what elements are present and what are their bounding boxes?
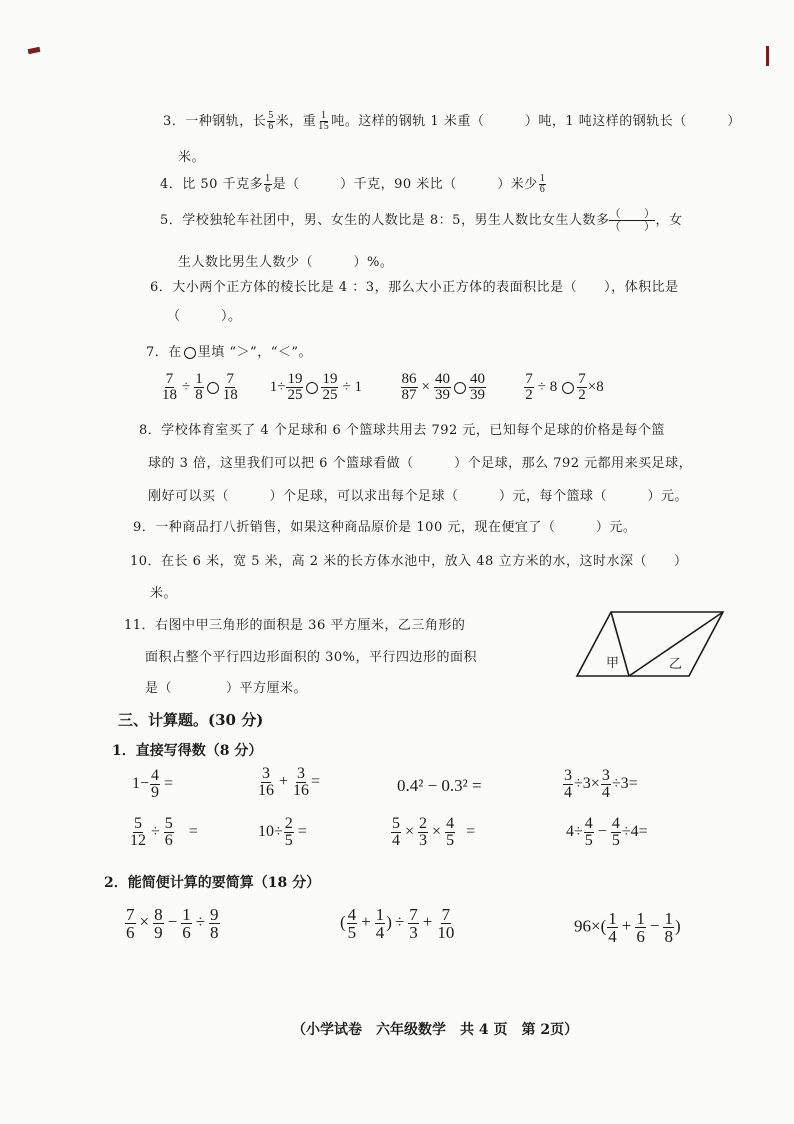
question-11-line-3: 是（ ）平方厘米。: [145, 681, 308, 696]
section-3-heading: 三、计算题。(30 分): [118, 711, 264, 729]
compare-expression-1: $\frac{7}{18}$ ÷ $\frac{1}{8}$ $\frac{7}{18}$: [162, 371, 238, 403]
blank-fraction: （ ） （ ）: [609, 207, 656, 233]
calc-1-6: 10÷ $\frac{2}{5}$ =: [258, 815, 307, 849]
question-11-line-2: 面积占整个平行四边形面积的 30%，平行四边形的面积: [145, 650, 478, 665]
part-1-title: 1．直接写得数（8 分）: [112, 743, 263, 759]
corner-mark-right: [766, 46, 769, 66]
compare-circle-icon: [184, 347, 196, 359]
question-7-instruction: 7．在 里填 “＞”，“＜”。: [146, 345, 312, 360]
calc-1-2: $\frac{3}{16}$ + $\frac{3}{16}$ =: [258, 765, 321, 799]
question-8-line-1: 8．学校体育室买了 4 个足球和 6 个篮球共用去 792 元，已知每个足球的价格是每个篮: [139, 423, 665, 438]
compare-circle-icon: [562, 382, 574, 394]
question-11-line-1: 11．右图中甲三角形的面积是 36 平方厘米，乙三角形的: [124, 618, 466, 633]
question-3-line-1: 3．一种钢轨，长 $\frac{5}{6}$ 米，重 $\frac{1}{15}$ 吨。这样的钢轨 1 米重（ ）吨，1 吨这样的钢轨长（ ）: [163, 110, 741, 132]
question-6-line-2: （ ）。: [167, 309, 242, 324]
triangle-label-jia: 甲: [606, 656, 620, 671]
fraction: $\frac{1}{15}$: [318, 110, 330, 132]
question-5-line-2: 生人数比男生人数少（ ）%。: [178, 255, 394, 270]
triangle-label-yi: 乙: [669, 657, 683, 672]
parallelogram-figure: [575, 606, 727, 680]
simplify-3: 96×( $\frac{1}{4}$ + $\frac{1}{6}$ − $\frac{1}{8}$ ): [574, 909, 681, 946]
compare-circle-icon: [454, 382, 466, 394]
compare-circle-icon: [207, 382, 219, 394]
parallelogram-outline: [577, 612, 723, 676]
question-5-line-1: 5．学校独轮车社团中，男、女生的人数比是 8：5，男生人数比女生人数多 （ ） （ ） ，女: [160, 207, 683, 233]
compare-expression-4: $\frac{7}{2}$ ÷ 8 $\frac{7}{2}$ ×8: [525, 371, 604, 403]
calc-1-3: 0.4² − 0.3² =: [397, 776, 482, 795]
calc-1-4: $\frac{3}{4}$ ÷3× $\frac{3}{4}$ ÷3=: [564, 767, 638, 801]
fraction: $\frac{1}{6}$: [265, 173, 271, 195]
compare-expression-2: 1÷ $\frac{19}{25}$ $\frac{19}{25}$ ÷ 1: [269, 371, 362, 403]
part-2-title: 2．能简便计算的要简算（18 分）: [104, 875, 321, 891]
corner-mark-left: [28, 47, 41, 54]
compare-circle-icon: [306, 382, 318, 394]
page-footer: （小学试卷 六年级数学 共 4 页 第 2页）: [292, 1022, 579, 1038]
question-10-line-2: 米。: [150, 586, 178, 601]
question-7-expressions: [160, 372, 604, 403]
simplify-1: $\frac{7}{6}$ × $\frac{8}{9}$ − $\frac{1}{6}$ ÷ $\frac{9}{8}$: [126, 905, 219, 942]
question-3-line-2: 米。: [178, 150, 206, 165]
question-9: 9．一种商品打八折销售，如果这种商品原价是 100 元，现在便宜了（ ）元。: [133, 520, 637, 535]
question-6-line-1: 6．大小两个正方体的棱长比是 4 ：3，那么大小正方体的表面积比是（ ），体积比是: [150, 280, 679, 295]
calc-1-5: $\frac{5}{12}$ ÷ $\frac{5}{6}$ =: [130, 815, 198, 849]
question-4: 4．比 50 千克多 $\frac{1}{6}$ 是（ ）千克，90 米比（ ）米少 $\frac{1}{6}$: [160, 173, 546, 195]
fraction: $\frac{1}{6}$: [539, 173, 546, 195]
question-8-line-2: 球的 3 倍，这里我们可以把 6 个篮球看做（ ）个足球，那么 792 元都用来买足球，: [148, 456, 693, 471]
question-10-line-1: 10．在长 6 米，宽 5 米，高 2 米的长方体水池中，放入 48 立方米的水，这时水深（ ）: [130, 554, 688, 569]
calc-1-8: 4÷ $\frac{4}{5}$ − $\frac{4}{5}$ ÷4=: [566, 815, 648, 849]
simplify-2: ( $\frac{4}{5}$ + $\frac{1}{4}$ ) ÷ $\frac{7}{3}$ + $\frac{7}{10}$: [340, 905, 455, 942]
compare-expression-3: $\frac{86}{87}$ × $\frac{40}{39}$ $\frac{40}{39}$: [401, 371, 485, 403]
fraction: $\frac{5}{6}$: [268, 110, 274, 132]
calc-1-7: $\frac{5}{4}$ × $\frac{2}{3}$ × $\frac{4}{5}$ =: [392, 815, 476, 849]
question-8-line-3: 刚好可以买（ ）个足球，可以求出每个足球（ ）元，每个篮球（ ）元。: [148, 489, 689, 504]
calc-1-1: 1− $\frac{4}{9}$ =: [132, 767, 174, 801]
